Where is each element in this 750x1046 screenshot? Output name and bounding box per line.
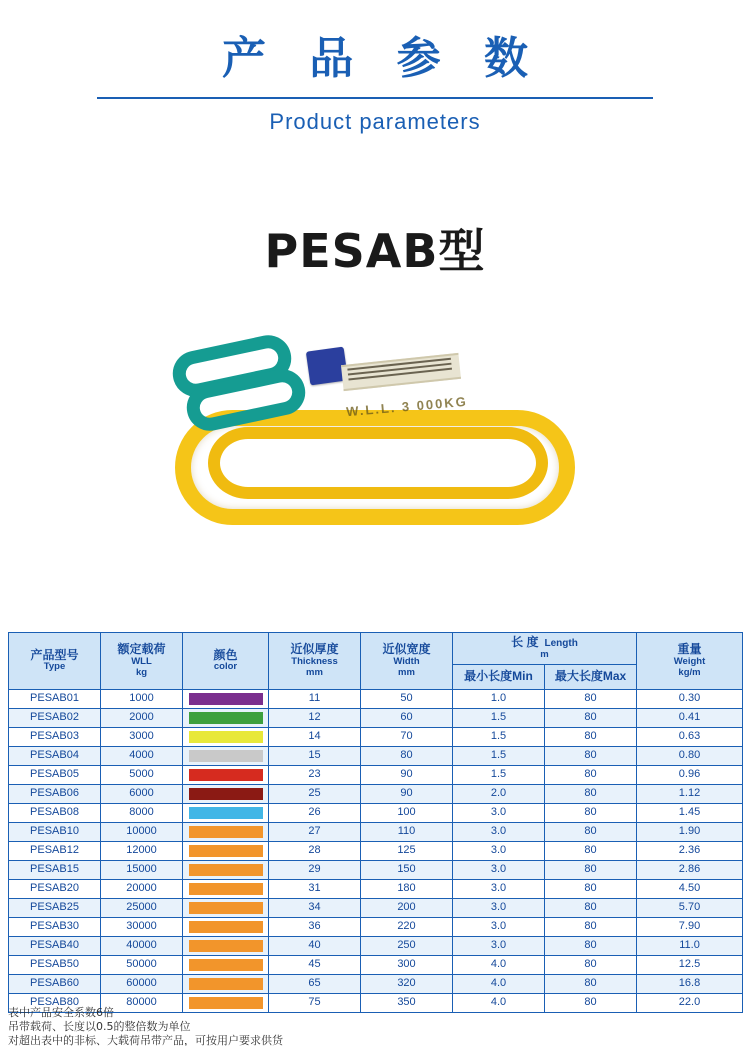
- cell-wll: 50000: [101, 955, 183, 974]
- footnote-1: 表中产品安全系数6倍: [8, 1006, 114, 1019]
- cell-width: 50: [361, 689, 453, 708]
- cell-wll: 1000: [101, 689, 183, 708]
- cell-width: 60: [361, 708, 453, 727]
- cell-color-swatch: [183, 784, 269, 803]
- cell-thickness: 14: [269, 727, 361, 746]
- cell-type: PESAB60: [9, 974, 101, 993]
- cell-color-swatch: [183, 746, 269, 765]
- cell-thickness: 34: [269, 898, 361, 917]
- cell-type: PESAB25: [9, 898, 101, 917]
- cell-weight: 5.70: [637, 898, 743, 917]
- cell-type: PESAB30: [9, 917, 101, 936]
- cell-type: PESAB20: [9, 879, 101, 898]
- cell-wll: 40000: [101, 936, 183, 955]
- cell-thickness: 45: [269, 955, 361, 974]
- table-body: [9, 689, 743, 1012]
- cell-length-min: 4.0: [453, 974, 545, 993]
- cell-type: PESAB50: [9, 955, 101, 974]
- cell-length-min: 3.0: [453, 879, 545, 898]
- cell-width: 100: [361, 803, 453, 822]
- cell-color-swatch: [183, 822, 269, 841]
- th-type: 产品型号 Type: [9, 633, 101, 690]
- cell-weight: 1.90: [637, 822, 743, 841]
- cell-length-max: 80: [545, 765, 637, 784]
- cell-color-swatch: [183, 708, 269, 727]
- cell-length-min: 4.0: [453, 955, 545, 974]
- th-thickness: 近似厚度 Thickness mm: [269, 633, 361, 690]
- cell-wll: 25000: [101, 898, 183, 917]
- cell-length-max: 80: [545, 936, 637, 955]
- cell-color-swatch: [183, 765, 269, 784]
- cell-weight: 0.30: [637, 689, 743, 708]
- sling-label-band: [341, 352, 461, 390]
- th-weight: 重量 Weight kg/m: [637, 633, 743, 690]
- product-parameters-table: [8, 632, 743, 1013]
- cell-type: PESAB01: [9, 689, 101, 708]
- sling-wll-print: W.L.L. 3 000KG: [345, 393, 469, 419]
- cell-length-min: 3.0: [453, 803, 545, 822]
- cell-color-swatch: [183, 936, 269, 955]
- cell-width: 180: [361, 879, 453, 898]
- table-row: [9, 689, 743, 708]
- footnote-2: 吊带载荷、长度以0.5的整倍数为单位: [8, 1020, 191, 1033]
- cell-wll: 4000: [101, 746, 183, 765]
- cell-color-swatch: [183, 879, 269, 898]
- cell-color-swatch: [183, 917, 269, 936]
- cell-thickness: 11: [269, 689, 361, 708]
- cell-wll: 60000: [101, 974, 183, 993]
- cell-type: PESAB80: [9, 993, 101, 1012]
- cell-wll: 6000: [101, 784, 183, 803]
- cell-weight: 1.12: [637, 784, 743, 803]
- cell-weight: 0.96: [637, 765, 743, 784]
- cell-width: 250: [361, 936, 453, 955]
- cell-width: 220: [361, 917, 453, 936]
- th-length-min: 最小长度Min: [453, 664, 545, 689]
- cell-length-min: 1.5: [453, 727, 545, 746]
- cell-color-swatch: [183, 974, 269, 993]
- cell-length-max: 80: [545, 974, 637, 993]
- cell-type: PESAB02: [9, 708, 101, 727]
- cell-thickness: 12: [269, 708, 361, 727]
- table-row: [9, 917, 743, 936]
- cell-wll: 2000: [101, 708, 183, 727]
- cell-type: PESAB40: [9, 936, 101, 955]
- color-swatch: [189, 693, 263, 705]
- cell-weight: 16.8: [637, 974, 743, 993]
- cell-length-min: 3.0: [453, 822, 545, 841]
- cell-thickness: 36: [269, 917, 361, 936]
- cell-weight: 0.41: [637, 708, 743, 727]
- cell-weight: 12.5: [637, 955, 743, 974]
- cell-wll: 20000: [101, 879, 183, 898]
- table-row: [9, 822, 743, 841]
- cell-width: 300: [361, 955, 453, 974]
- color-swatch: [189, 712, 263, 724]
- cell-wll: 8000: [101, 803, 183, 822]
- spec-table-wrap: [8, 632, 742, 1013]
- cell-thickness: 29: [269, 860, 361, 879]
- cell-length-min: 1.5: [453, 765, 545, 784]
- footnote-3: 对超出表中的非标、大载荷吊带产品，可按用户要求供货: [8, 1034, 283, 1046]
- cell-length-min: 3.0: [453, 936, 545, 955]
- cell-length-max: 80: [545, 917, 637, 936]
- table-row: [9, 784, 743, 803]
- cell-length-max: 80: [545, 993, 637, 1012]
- color-swatch: [189, 978, 263, 990]
- cell-wll: 15000: [101, 860, 183, 879]
- cell-color-swatch: [183, 727, 269, 746]
- color-swatch: [189, 940, 263, 952]
- cell-type: PESAB15: [9, 860, 101, 879]
- table-row: [9, 746, 743, 765]
- page-title-cn: 产 品 参 数: [222, 33, 542, 84]
- th-width: 近似宽度 Width mm: [361, 633, 453, 690]
- cell-width: 70: [361, 727, 453, 746]
- color-swatch: [189, 807, 263, 819]
- cell-color-swatch: [183, 841, 269, 860]
- cell-color-swatch: [183, 803, 269, 822]
- cell-wll: 10000: [101, 822, 183, 841]
- cell-length-max: 80: [545, 879, 637, 898]
- cell-width: 150: [361, 860, 453, 879]
- table-row: [9, 803, 743, 822]
- color-swatch: [189, 769, 263, 781]
- cell-length-min: 3.0: [453, 860, 545, 879]
- cell-weight: 22.0: [637, 993, 743, 1012]
- table-row: [9, 879, 743, 898]
- cell-weight: 11.0: [637, 936, 743, 955]
- table-row: [9, 936, 743, 955]
- cell-type: PESAB05: [9, 765, 101, 784]
- table-row: [9, 898, 743, 917]
- table-row: [9, 727, 743, 746]
- cell-length-max: 80: [545, 803, 637, 822]
- page-title-en: Product parameters: [269, 108, 481, 134]
- cell-length-min: 1.5: [453, 746, 545, 765]
- color-swatch: [189, 959, 263, 971]
- model-title: PESAB型: [264, 223, 486, 278]
- cell-weight: 2.36: [637, 841, 743, 860]
- cell-type: PESAB06: [9, 784, 101, 803]
- cell-thickness: 26: [269, 803, 361, 822]
- table-row: [9, 708, 743, 727]
- cell-type: PESAB10: [9, 822, 101, 841]
- cell-length-max: 80: [545, 746, 637, 765]
- cell-length-max: 80: [545, 689, 637, 708]
- color-swatch: [189, 902, 263, 914]
- cell-weight: 0.80: [637, 746, 743, 765]
- cell-color-swatch: [183, 955, 269, 974]
- cell-width: 320: [361, 974, 453, 993]
- cell-length-max: 80: [545, 784, 637, 803]
- header-divider: [97, 97, 653, 99]
- cell-length-min: 3.0: [453, 917, 545, 936]
- cell-thickness: 27: [269, 822, 361, 841]
- table-row: [9, 974, 743, 993]
- cell-type: PESAB08: [9, 803, 101, 822]
- round-sling-illustration: [150, 315, 600, 545]
- cell-length-min: 3.0: [453, 841, 545, 860]
- th-length-max: 最大长度Max: [545, 664, 637, 689]
- cell-width: 110: [361, 822, 453, 841]
- cell-width: 125: [361, 841, 453, 860]
- cell-weight: 4.50: [637, 879, 743, 898]
- cell-length-max: 80: [545, 898, 637, 917]
- cell-weight: 1.45: [637, 803, 743, 822]
- cell-thickness: 31: [269, 879, 361, 898]
- color-swatch: [189, 731, 263, 743]
- color-swatch: [189, 864, 263, 876]
- cell-width: 350: [361, 993, 453, 1012]
- table-row: [9, 955, 743, 974]
- cell-length-max: 80: [545, 708, 637, 727]
- color-swatch: [189, 788, 263, 800]
- cell-weight: 2.86: [637, 860, 743, 879]
- color-swatch: [189, 883, 263, 895]
- cell-wll: 5000: [101, 765, 183, 784]
- cell-thickness: 65: [269, 974, 361, 993]
- cell-thickness: 15: [269, 746, 361, 765]
- cell-length-min: 2.0: [453, 784, 545, 803]
- cell-length-min: 1.5: [453, 708, 545, 727]
- cell-wll: 12000: [101, 841, 183, 860]
- cell-length-max: 80: [545, 860, 637, 879]
- color-swatch: [189, 845, 263, 857]
- table-row: [9, 841, 743, 860]
- th-length: 长 度 Length m: [453, 633, 637, 665]
- cell-width: 90: [361, 765, 453, 784]
- cell-type: PESAB03: [9, 727, 101, 746]
- cell-weight: 7.90: [637, 917, 743, 936]
- cell-thickness: 23: [269, 765, 361, 784]
- cell-type: PESAB12: [9, 841, 101, 860]
- product-photo: [0, 315, 750, 545]
- cell-thickness: 25: [269, 784, 361, 803]
- cell-type: PESAB04: [9, 746, 101, 765]
- color-swatch: [189, 826, 263, 838]
- page-header: [0, 0, 750, 135]
- sling-body-inner: [208, 427, 548, 499]
- table-header-row-1: [9, 633, 743, 665]
- cell-length-max: 80: [545, 822, 637, 841]
- color-swatch: [189, 750, 263, 762]
- cell-thickness: 75: [269, 993, 361, 1012]
- cell-color-swatch: [183, 898, 269, 917]
- cell-wll: 80000: [101, 993, 183, 1012]
- footnotes: [8, 1006, 738, 1046]
- cell-length-max: 80: [545, 955, 637, 974]
- table-row: [9, 860, 743, 879]
- cell-thickness: 28: [269, 841, 361, 860]
- cell-wll: 30000: [101, 917, 183, 936]
- cell-length-min: 1.0: [453, 689, 545, 708]
- th-wll: 额定载荷 WLL kg: [101, 633, 183, 690]
- cell-width: 80: [361, 746, 453, 765]
- cell-wll: 3000: [101, 727, 183, 746]
- cell-length-min: 3.0: [453, 898, 545, 917]
- cell-length-max: 80: [545, 841, 637, 860]
- cell-thickness: 40: [269, 936, 361, 955]
- cell-weight: 0.63: [637, 727, 743, 746]
- table-row: [9, 765, 743, 784]
- color-swatch: [189, 921, 263, 933]
- th-color: 颜色 color: [183, 633, 269, 690]
- cell-color-swatch: [183, 689, 269, 708]
- cell-color-swatch: [183, 860, 269, 879]
- cell-width: 200: [361, 898, 453, 917]
- cell-length-min: 4.0: [453, 993, 545, 1012]
- cell-width: 90: [361, 784, 453, 803]
- cell-length-max: 80: [545, 727, 637, 746]
